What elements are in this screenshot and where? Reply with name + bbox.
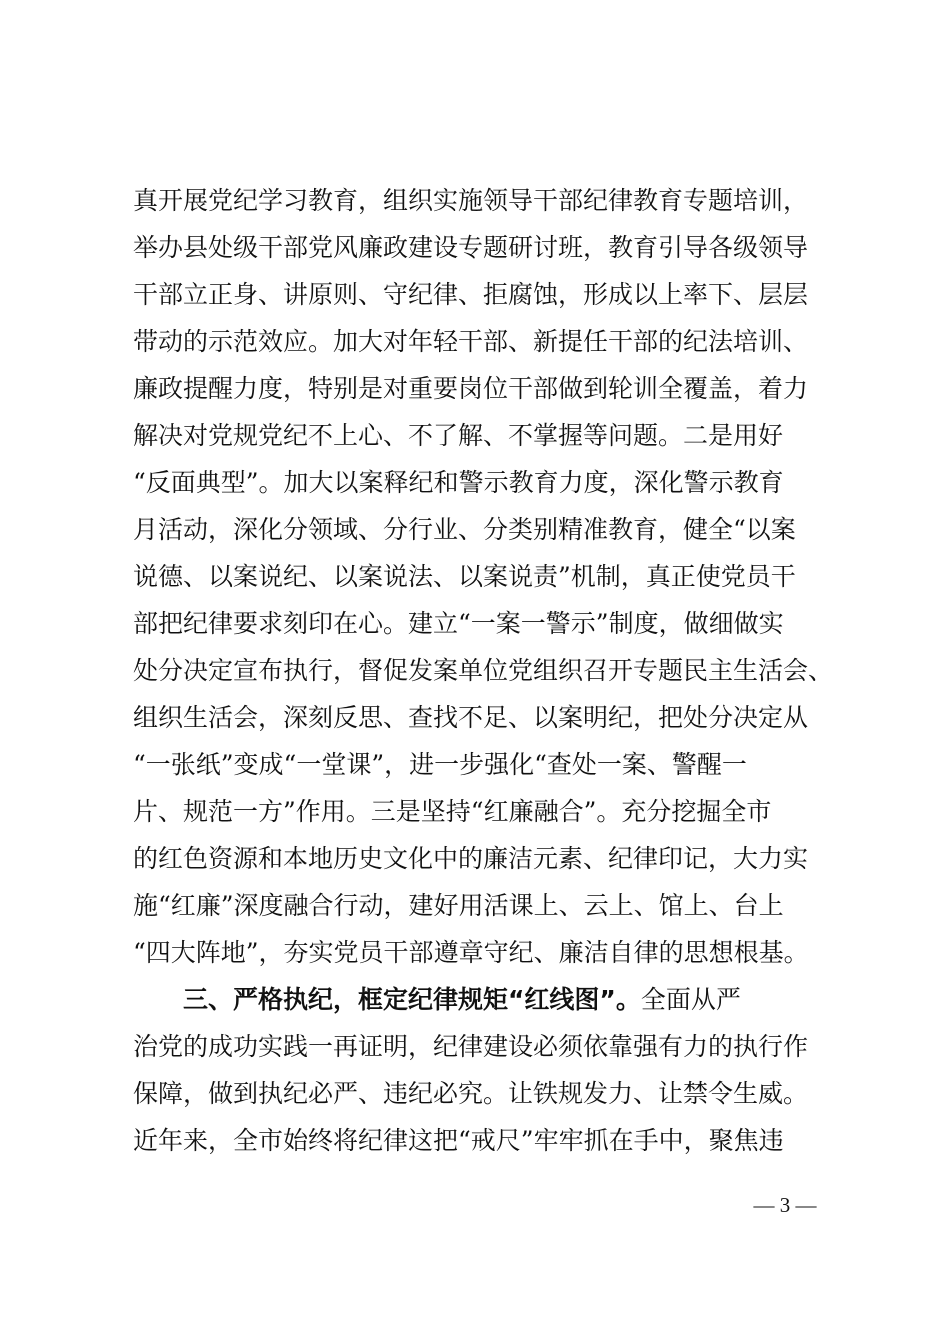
- body-line-15: 的红色资源和本地历史文化中的廉洁元素、纪律印记，大力实: [133, 844, 809, 873]
- body-line-12: 组织生活会，深刻反思、查找不足、以案明纪，把处分决定从: [133, 703, 809, 732]
- body-line-3: 干部立正身、讲原则、守纪律、拒腐蚀，形成以上率下、层层: [133, 280, 809, 309]
- body-line-13: “一张纸”变成“一堂课”，进一步强化“查处一案、警醒一: [133, 750, 747, 779]
- body-line-10: 部把纪律要求刻印在心。建立“一案一警示”制度，做细做实: [133, 609, 784, 638]
- section-heading-continuation: 全面从严: [640, 985, 741, 1014]
- section-line-1: 治党的成功实践一再证明，纪律建设必须依靠强有力的执行作: [133, 1032, 809, 1061]
- section-heading: 三、严格执纪，框定纪律规矩“红线图”。: [183, 985, 641, 1014]
- body-line-4: 带动的示范效应。加大对年轻干部、新提任干部的纪法培训、: [133, 327, 809, 356]
- body-line-6: 解决对党规党纪不上心、不了解、不掌握等问题。二是用好: [133, 421, 784, 450]
- body-line-2: 举办县处级干部党风廉政建设专题研讨班，教育引导各级领导: [133, 233, 809, 262]
- body-line-17: “四大阵地”，夯实党员干部遵章守纪、廉洁自律的思想根基。: [133, 938, 809, 967]
- page-number: — 3 —: [753, 1193, 817, 1217]
- body-line-9: 说德、以案说纪、以案说法、以案说责”机制，真正使党员干: [133, 562, 796, 591]
- section-heading-line: [183, 980, 950, 1020]
- section-line-2: 保障，做到执纪必严、违纪必究。让铁规发力、让禁令生威。: [133, 1079, 809, 1108]
- body-line-16: 施“红廉”深度融合行动，建好用活课上、云上、馆上、台上: [133, 891, 784, 920]
- body-line-14: 片、规范一方”作用。三是坚持“红廉融合”。充分挖掘全市: [133, 797, 772, 826]
- body-line-1: 真开展党纪学习教育，组织实施领导干部纪律教育专题培训，: [133, 186, 809, 215]
- body-line-11: 处分决定宣布执行，督促发案单位党组织召开专题民主生活会、: [133, 656, 834, 685]
- body-line-8: 月活动，深化分领域、分行业、分类别精准教育，健全“以案: [133, 515, 796, 544]
- section-line-3: 近年来，全市始终将纪律这把“戒尺”牢牢抓在手中，聚焦违: [133, 1126, 784, 1155]
- body-line-5: 廉政提醒力度，特别是对重要岗位干部做到轮训全覆盖，着力: [133, 374, 809, 403]
- body-line-7: “反面典型”。加大以案释纪和警示教育力度，深化警示教育: [133, 468, 784, 497]
